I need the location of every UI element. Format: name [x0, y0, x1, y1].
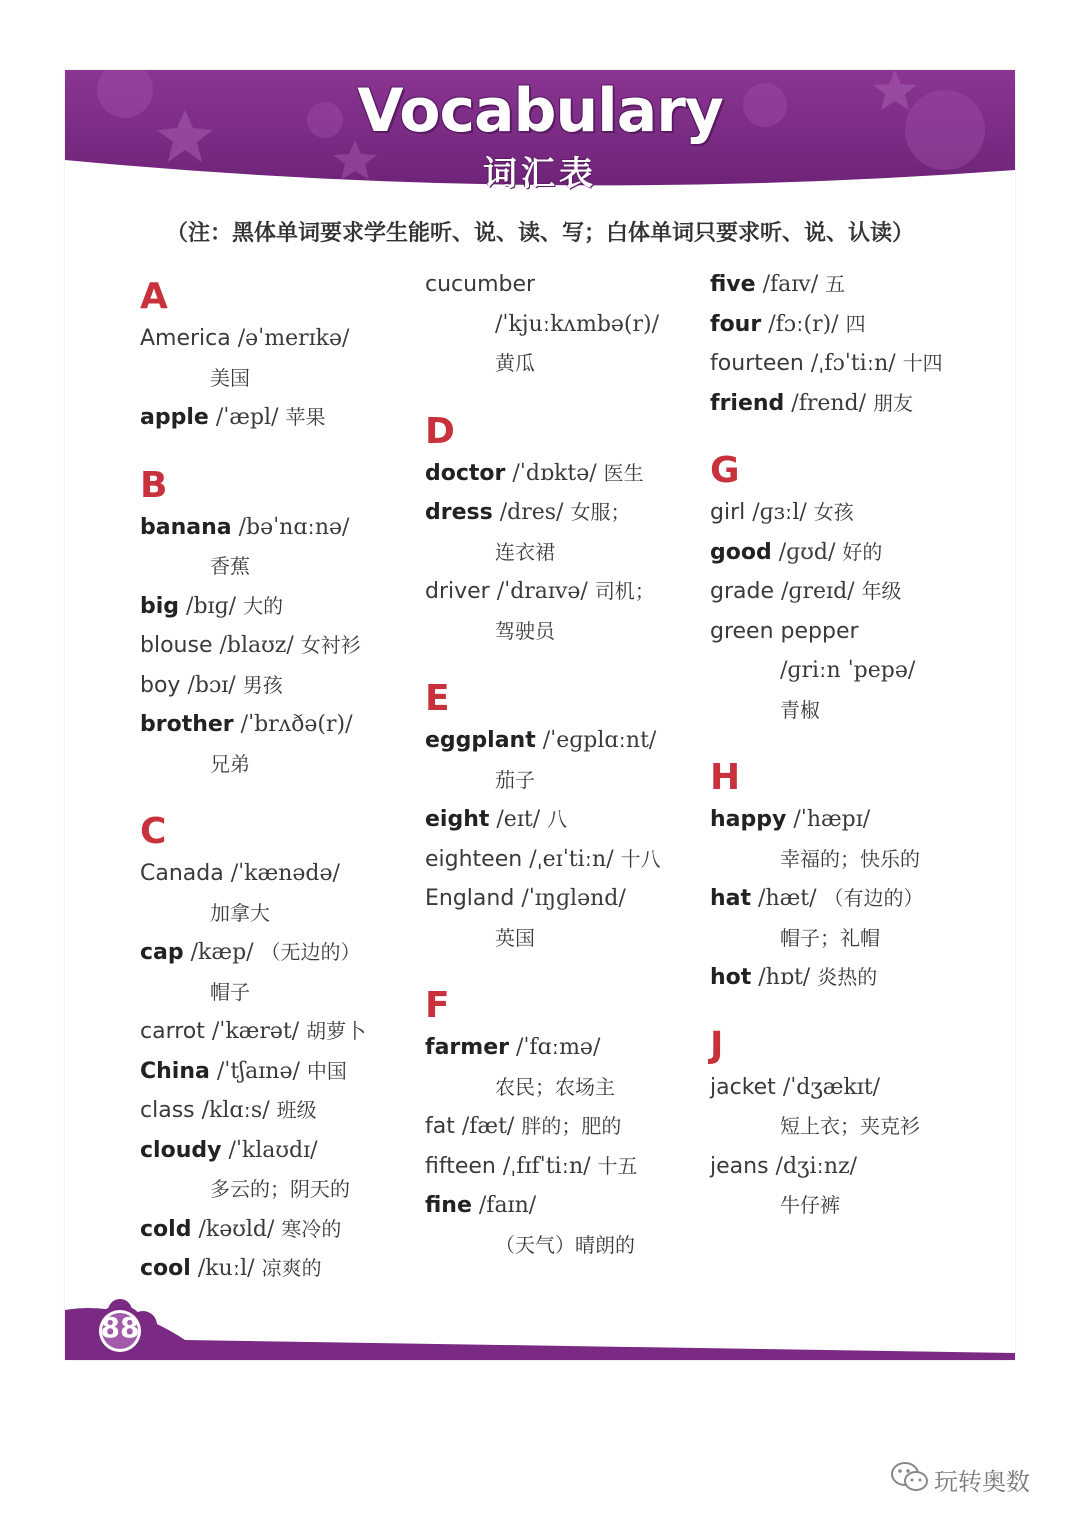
vocab-column-3 [710, 265, 990, 1226]
translation: 十八 [620, 846, 661, 871]
phonetic: /ˈhæpɪ/ [793, 807, 871, 832]
phonetic: /ɡreɪd/ [781, 579, 855, 604]
phonetic: /dres/ [499, 500, 564, 525]
phonetic: /hæt/ [758, 886, 817, 911]
vocab-word: eighteen [425, 846, 523, 872]
continuation-text: 驾驶员 [495, 618, 555, 643]
translation: 十四 [902, 351, 943, 375]
vocab-word: carrot [140, 1019, 205, 1044]
vocab-entry [710, 612, 990, 652]
vocab-entry [425, 1186, 705, 1226]
phonetic: /ˈdraɪvə/ [496, 579, 588, 604]
translation: 女衬衫 [300, 633, 361, 657]
translation: 司机； [594, 579, 655, 603]
vocab-entry [140, 319, 420, 359]
entry-continuation [425, 1226, 705, 1266]
translation: 五 [825, 272, 846, 296]
translation: 寒冷的 [281, 1216, 342, 1241]
phonetic: /faɪv/ [762, 272, 819, 297]
phonetic: /kəʊld/ [198, 1216, 275, 1242]
phonetic: /ˌeɪˈtiːn/ [529, 846, 614, 872]
phonetic: /ˈæpl/ [215, 405, 279, 430]
section-letter: A [140, 276, 168, 317]
vocab-word: fine [425, 1193, 472, 1218]
phonetic: /əˈmerɪkə/ [237, 326, 350, 351]
vocab-word: fat [425, 1114, 455, 1139]
vocab-entry [710, 879, 990, 919]
section-letter: G [710, 450, 740, 491]
phonetic: /klɑːs/ [201, 1098, 270, 1123]
vocab-word: banana [140, 514, 232, 540]
vocab-entry [710, 493, 990, 533]
vocab-entry [140, 933, 420, 973]
translation: 凉爽的 [261, 1256, 322, 1280]
phonetic: /ˈkænədə/ [230, 861, 340, 886]
vocab-entry [140, 854, 420, 894]
translation: 四 [845, 311, 866, 336]
vocab-entry [710, 533, 990, 573]
vocab-entry [710, 384, 990, 424]
phonetic: /bɔɪ/ [187, 672, 236, 698]
vocab-word: cloudy [140, 1137, 222, 1163]
phonetic: /ˈfɑːmə/ [515, 1035, 601, 1060]
vocab-word: good [710, 539, 772, 565]
page-footer [65, 1295, 1015, 1360]
entry-continuation [425, 344, 705, 384]
translation: 苹果 [285, 405, 326, 429]
vocab-word: eight [425, 807, 490, 832]
entry-continuation [425, 1068, 705, 1108]
translation: （有边的） [823, 886, 924, 910]
vocab-entry [710, 344, 990, 384]
phonetic: /fɔː(r)/ [768, 311, 839, 337]
vocab-word: four [710, 311, 762, 337]
watermark-text: 玩转奥数 [934, 1468, 1030, 1496]
phonetic: /faɪn/ [478, 1193, 537, 1218]
vocab-entry [140, 1249, 420, 1289]
phonetic: /ˈbrʌðə(r)/ [240, 712, 353, 737]
vocab-word: cool [140, 1256, 191, 1281]
vocab-entry [140, 1052, 420, 1092]
phonetic: /fæt/ [461, 1114, 515, 1139]
section-letter: J [710, 1024, 724, 1066]
vocab-word: doctor [425, 460, 506, 486]
vocab-word: hot [710, 965, 752, 990]
watermark [890, 1458, 1060, 1498]
continuation-text: 帽子 [210, 979, 250, 1004]
vocab-entry [710, 958, 990, 998]
translation: 胡萝卜 [306, 1019, 367, 1043]
vocab-entry [710, 1147, 990, 1187]
translation: 朋友 [873, 390, 914, 415]
vocab-word: friend [710, 390, 785, 416]
continuation-text: （天气）晴朗的 [495, 1232, 635, 1257]
phonetic: /ˌfɔˈtiːn/ [810, 351, 896, 376]
vocab-word: grade [710, 579, 774, 604]
vocab-entry [140, 1091, 420, 1131]
phonetic: /ˈdɒktə/ [512, 460, 597, 486]
continuation-text: 美国 [210, 365, 250, 390]
vocab-entry [140, 1210, 420, 1250]
vocab-word: fifteen [425, 1153, 496, 1179]
vocab-entry [140, 1012, 420, 1052]
vocab-entry [140, 398, 420, 438]
vocab-entry [140, 666, 420, 706]
translation: 炎热的 [817, 965, 878, 989]
continuation-text: 兄弟 [210, 751, 250, 776]
vocab-entry [425, 1147, 705, 1187]
vocab-entry [710, 1068, 990, 1108]
vocab-word: cold [140, 1216, 192, 1242]
vocab-entry [425, 1107, 705, 1147]
translation: 八 [547, 807, 568, 831]
vocab-entry [425, 721, 705, 761]
vocab-word: big [140, 593, 180, 619]
vocab-entry [710, 305, 990, 345]
phonetic: /ˈtʃaɪnə/ [216, 1058, 300, 1084]
vocab-entry [425, 879, 705, 919]
phonetic: /kæp/ [190, 940, 254, 965]
continuation-text: /ɡriːn ˈpepə/ [780, 658, 916, 683]
vocab-word: class [140, 1098, 195, 1123]
phonetic: /ˈklaʊdɪ/ [228, 1137, 318, 1163]
entry-continuation [710, 691, 990, 731]
vocab-word: jacket [710, 1074, 776, 1100]
vocab-word: green pepper [710, 618, 859, 644]
entry-continuation [140, 894, 420, 934]
entry-continuation [710, 1107, 990, 1147]
vocab-entry [425, 493, 705, 533]
entry-continuation [425, 612, 705, 652]
translation: 十五 [597, 1153, 638, 1178]
page-title: Vocabulary [357, 76, 723, 146]
vocab-word: happy [710, 807, 787, 832]
continuation-text: 香蕉 [210, 554, 250, 578]
instruction-note: （注：黑体单词要求学生能听、说、读、写；白体单词只要求听、说、认读） [165, 221, 914, 246]
translation: 大的 [243, 593, 284, 618]
phonetic: /ˈdʒækɪt/ [782, 1074, 881, 1100]
vocab-word: farmer [425, 1035, 509, 1060]
section-letter: C [140, 811, 167, 852]
section-letter: E [425, 678, 450, 719]
continuation-text: 英国 [495, 925, 535, 950]
translation: 中国 [306, 1058, 347, 1083]
entry-continuation [140, 745, 420, 785]
page-subtitle: 词汇表 [483, 154, 597, 194]
phonetic: /bəˈnɑːnə/ [238, 514, 350, 540]
vocab-entry [710, 572, 990, 612]
translation: 好的 [842, 539, 883, 564]
vocab-entry [710, 265, 990, 305]
translation: 女服； [570, 500, 631, 524]
vocab-word: Canada [140, 861, 224, 886]
footer-background [65, 1295, 1015, 1360]
entry-continuation [710, 919, 990, 959]
section-letter: H [710, 757, 741, 798]
translation: 胖的；肥的 [521, 1114, 622, 1138]
vocab-entry [425, 840, 705, 880]
continuation-text: 黄瓜 [495, 351, 535, 375]
vocab-word: America [140, 326, 231, 351]
title-banner [65, 70, 1015, 195]
phonetic: /ˈkærət/ [211, 1019, 300, 1044]
translation: （无边的） [260, 940, 361, 964]
vocab-word: jeans [710, 1153, 769, 1179]
continuation-text: 加拿大 [210, 900, 270, 925]
vocab-word: cap [140, 940, 184, 965]
vocab-column-1 [140, 265, 420, 1289]
vocab-entry [425, 572, 705, 612]
entry-continuation [140, 1170, 420, 1210]
vocab-column-2 [425, 265, 705, 1265]
entry-continuation [425, 761, 705, 801]
vocab-word: fourteen [710, 351, 804, 376]
continuation-text: 茄子 [495, 767, 535, 792]
section-letter: B [140, 464, 168, 506]
vocab-word: blouse [140, 633, 213, 658]
phonetic: /ˈɪŋɡlənd/ [521, 886, 626, 911]
entry-continuation [425, 305, 705, 345]
vocab-entry [140, 587, 420, 627]
entry-continuation [140, 973, 420, 1013]
phonetic: /ˌfɪfˈtiːn/ [502, 1153, 591, 1179]
vocab-word: brother [140, 712, 234, 737]
entry-continuation [425, 919, 705, 959]
vocab-word: cucumber [425, 272, 536, 297]
phonetic: /eɪt/ [496, 807, 541, 832]
vocab-entry [710, 800, 990, 840]
phonetic: /dʒiːnz/ [775, 1153, 858, 1179]
vocab-word: girl [710, 500, 746, 525]
vocab-entry [140, 626, 420, 666]
vocab-word: dress [425, 500, 493, 525]
page-number: 88 [100, 1311, 140, 1344]
phonetic: /hɒt/ [758, 965, 811, 990]
entry-continuation [425, 533, 705, 573]
phonetic: /frend/ [791, 390, 867, 416]
translation: 医生 [603, 460, 644, 485]
continuation-text: 农民；农场主 [495, 1074, 615, 1099]
phonetic: /bɪɡ/ [186, 593, 237, 619]
phonetic: /blaʊz/ [219, 633, 294, 658]
translation: 女孩 [813, 500, 854, 524]
entry-continuation [710, 1186, 990, 1226]
entry-continuation [140, 359, 420, 399]
vocab-entry [425, 1028, 705, 1068]
section-letter: D [425, 410, 455, 452]
vocab-entry [425, 265, 705, 305]
continuation-text: 多云的；阴天的 [210, 1177, 350, 1201]
entry-continuation [710, 840, 990, 880]
continuation-text: /ˈkjuːkʌmbə(r)/ [495, 311, 660, 337]
continuation-text: 幸福的；快乐的 [780, 846, 920, 871]
vocab-entry [425, 800, 705, 840]
vocab-word: boy [140, 672, 181, 698]
phonetic: /ɡɜːl/ [752, 500, 807, 525]
vocab-word: driver [425, 579, 490, 604]
translation: 男孩 [242, 672, 283, 697]
vocab-word: China [140, 1058, 210, 1084]
vocab-entry [140, 1131, 420, 1171]
continuation-text: 连衣裙 [495, 539, 555, 564]
translation: 年级 [861, 579, 902, 603]
book-page [65, 70, 1015, 1360]
phonetic: /kuːl/ [197, 1256, 255, 1281]
entry-continuation [710, 651, 990, 691]
vocab-entry [425, 454, 705, 494]
continuation-text: 牛仔裤 [780, 1193, 840, 1217]
vocab-word: eggplant [425, 728, 536, 753]
translation: 班级 [276, 1098, 317, 1122]
phonetic: /ˈeɡplɑːnt/ [542, 728, 657, 753]
section-letter: F [425, 985, 450, 1026]
vocab-word: apple [140, 405, 209, 430]
entry-continuation [140, 547, 420, 587]
vocab-word: England [425, 886, 515, 911]
continuation-text: 短上衣；夹克衫 [780, 1114, 920, 1138]
continuation-text: 帽子；礼帽 [780, 925, 880, 950]
vocab-word: five [710, 272, 756, 297]
phonetic: /ɡʊd/ [778, 539, 836, 565]
vocab-entry [140, 508, 420, 548]
wechat-icon [890, 1460, 930, 1494]
continuation-text: 青椒 [780, 697, 820, 722]
vocab-word: hat [710, 886, 752, 911]
vocab-entry [140, 705, 420, 745]
